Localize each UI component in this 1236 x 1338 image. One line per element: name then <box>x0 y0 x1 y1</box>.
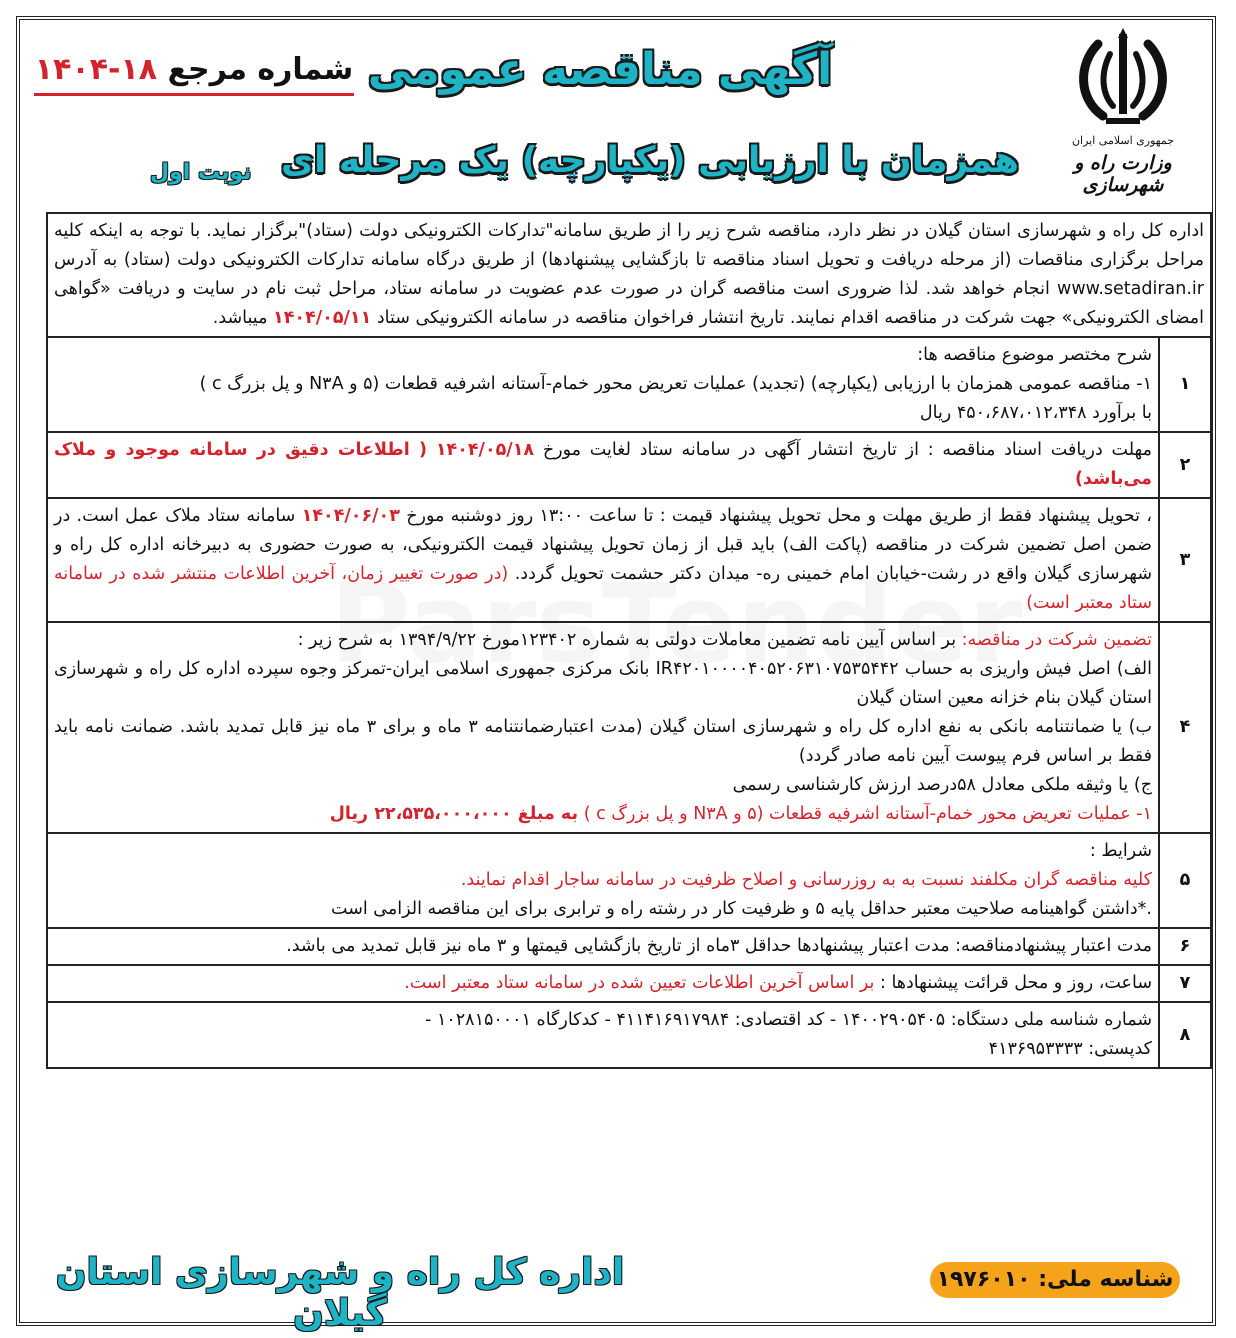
row-content: مدت اعتبار پیشنهادمناقصه: مدت اعتبار پیشنهادها حداقل ۳ماه از تاریخ بازگشایی قیمتها و ۳ ماه نیز قابل تمدید می باشد. <box>47 928 1159 965</box>
reference-value: ۱۸-۱۴۰۴ <box>34 52 158 87</box>
notice-subtitle: همزمان با ارزیابی (یکپارچه) یک مرحله ای <box>281 140 1019 181</box>
footer-org-name: اداره کل راه و شهرسازی استان گیلان <box>55 1252 625 1334</box>
intro-row <box>47 213 1211 337</box>
iran-emblem-icon <box>1068 24 1178 134</box>
national-id-badge: شناسه ملی: ۱۹۷۶۰۱۰ <box>930 1262 1180 1298</box>
publish-date <box>273 308 371 328</box>
guarantee-label: تضمین شرکت در مناقصه: <box>961 630 1152 650</box>
guarantee-item: ۱- عملیات تعریض محور خمام-آستانه اشرفیه قطعات (۵ و N۳A و پل بزرگ c ) <box>583 804 1152 824</box>
row-text: ساعت، روز و محل قرائت پیشنهادها : <box>879 973 1152 993</box>
row-number: ۸ <box>1159 1002 1211 1068</box>
notice-title: آگهی مناقصه عمومی <box>367 44 833 95</box>
guarantee-option-b: ب) یا ضمانتنامه بانکی به نفع اداره کل راه و شهرسازی استان گیلان (مدت اعتبارضمانتنامه ۳ ماه و برای ۳ ماه نیز قابل تمدید باشد. ضمانت نامه باید فقط بر اساس فرم پیوست آیین نامه صادر گردد) <box>54 717 1152 766</box>
round-label: نوبت اول <box>150 160 252 185</box>
table-row <box>47 1002 1211 1068</box>
row-number: ۶ <box>1159 928 1211 965</box>
table-row <box>47 965 1211 1002</box>
table-row <box>47 432 1211 498</box>
guarantee-option-c: ج) یا وثیقه ملکی معادل ۵۸درصد ارزش کارشناسی رسمی <box>732 775 1152 795</box>
intro-part3: میباشد. <box>212 308 268 328</box>
table-row <box>47 498 1211 622</box>
row-number: ۲ <box>1159 432 1211 498</box>
publish-date-main: ۱۴۰۴/۰۵/ <box>273 308 350 328</box>
row-text: مهلت دریافت اسناد مناقصه : از تاریخ انتشار آگهی در سامانه ستاد لغایت مورخ <box>542 440 1152 460</box>
publish-date-day: ۱۱ <box>349 308 372 328</box>
row-content <box>47 1002 1159 1068</box>
guarantee-amount <box>54 800 1152 829</box>
row-number: ۵ <box>1159 833 1211 928</box>
intro-part1: اداره کل راه و شهرسازی استان گیلان در نظر دارد، مناقصه شرح زیر را از طریق سامانه"تدارکات الکترونیکی دولت (ستاد)"برگزار نماید. با توجه به اینکه کلیه مراحل برگزاری مناقصات (از مرحله دریافت و تحویل اسناد مناقصه تا بازگشایی پیشنهادها) از طریق درگاه سامانه تدارکات الکترونیکی دولت (ستاد) به آدرس <box>54 221 1204 270</box>
row-number: ۳ <box>1159 498 1211 622</box>
row-content <box>47 965 1159 1002</box>
row-content <box>47 432 1159 498</box>
row-note: (در صورت تغییر زمان، آخرین اطلاعات منتشر شده در سامانه ستاد معتبر است) <box>54 564 1152 613</box>
row-content <box>47 337 1159 432</box>
notice-table <box>46 212 1212 1069</box>
row-text: ، تحویل پیشنهاد فقط از طریق مهلت و محل تحویل پیشنهاد قیمت : تا ساعت ۱۳:۰۰ روز دوشنبه مورخ <box>406 506 1152 526</box>
row-content <box>47 833 1159 928</box>
row-note: ( اطلاعات دقیق در سامانه موجود و ملاک می‌باشد) <box>54 440 1152 489</box>
row-heading: شرایط : <box>1089 841 1152 861</box>
row-number: ۷ <box>1159 965 1211 1002</box>
row-content <box>47 622 1159 833</box>
setad-url[interactable]: www.setadiran.ir <box>1057 279 1204 299</box>
ministry-name: وزارت راه و شهرسازی <box>1074 152 1172 196</box>
table-row <box>47 337 1211 432</box>
guarantee-heading <box>54 626 1152 655</box>
conditions-note: کلیه مناقصه گران مکلفند نسبت به به روزرسانی و اصلاح ظرفیت در سامانه ساجار اقدام نمایند. <box>460 870 1152 890</box>
conditions-text: .*داشتن گواهینامه صلاحیت معتبر حداقل پایه ۵ و ظرفیت کار در رشته راه و ترابری برای این مناقصه الزامی است <box>331 899 1152 919</box>
guarantee-value: به مبلغ ۲۲،۵۳۵،۰۰۰،۰۰۰ ریال <box>329 804 579 824</box>
row-text-2: سامانه ستاد ملاک عمل است. در ضمن اصل تضمین شرکت در مناقصه (پاکت الف) باید قبل از زمان تحویل پیشنهاد قیمت الکترونیکی، به صورت حضوری به دبیرخانه اداره کل راه و شهرسازی گیلان واقع در رشت-خیابان امام خمینی ره- میدان دکتر حشمت تحویل گردد. <box>54 506 1152 584</box>
row-heading: شرح مختصر موضوع مناقصه ها: <box>917 345 1152 365</box>
table-row <box>47 622 1211 833</box>
row-line: ۱- مناقصه عمومی همزمان با ارزیابی (یکپارچه) (تجدید) عملیات تعریض محور خمام-آستانه اشرفیه قطعات (۵ و N۳A و پل بزرگ c ) <box>199 374 1152 394</box>
table-row <box>47 833 1211 928</box>
row-number: ۱ <box>1159 337 1211 432</box>
country-label: جمهوری اسلامی ایران <box>1071 134 1175 147</box>
ids-line: شماره شناسه ملی دستگاه: ۱۴۰۰۲۹۰۵۴۰۵ - کد اقتصادی: ۴۱۱۴۱۶۹۱۷۹۸۴ - کدکارگاه ۱۰۲۸۱۵۰۰۰۱ - <box>425 1010 1152 1030</box>
intro-part2: انجام خواهد شد. لذا ضروری است مناقصه گران در صورت عدم عضویت در سامانه ستاد، مراحل ثبت نام در سایت و دریافت «گواهی امضای الکترونیکی» جهت شرکت در مناقصه اقدام نمایند. تاریخ انتشار فراخوان مناقصه در سامانه الکترونیکی ستاد <box>54 279 1204 328</box>
submission-date: ۱۴۰۴/۰۶/۰۳ <box>301 506 400 526</box>
guarantee-option-a: الف) اصل فیش واریزی به حساب IR۴۲۰۱۰۰۰۰۴۰۵۲۰۶۳۱۰۷۵۳۵۴۴۲ بانک مرکزی جمهوری اسلامی ایران-تمرکز وجوه سپرده اداره کل راه و شهرسازی استان گیلان بنام خزانه معین استان گیلان <box>54 659 1153 708</box>
postal-code: کدپستی: ۴۱۳۶۹۵۳۳۳۳ <box>988 1039 1152 1059</box>
reference-number <box>34 52 354 96</box>
table-row <box>47 928 1211 965</box>
intro-cell <box>47 213 1211 337</box>
ministry-logo <box>1038 24 1208 204</box>
row-number: ۴ <box>1159 622 1211 833</box>
estimate-line: با برآورد ۴۵۰،۶۸۷،۰۱۲،۳۴۸ ریال <box>919 403 1152 423</box>
row-content <box>47 498 1159 622</box>
reference-label: شماره مرجع <box>167 52 354 87</box>
deadline-date: ۱۴۰۴/۰۵/۱۸ <box>435 440 535 460</box>
row-note: بر اساس آخرین اطلاعات تعیین شده در سامانه ستاد معتبر است. <box>404 973 875 993</box>
guarantee-basis: بر اساس آیین نامه تضمین معاملات دولتی به شماره ۱۲۳۴۰۲مورخ ۱۳۹۴/۹/۲۲ به شرح زیر : <box>297 630 957 650</box>
